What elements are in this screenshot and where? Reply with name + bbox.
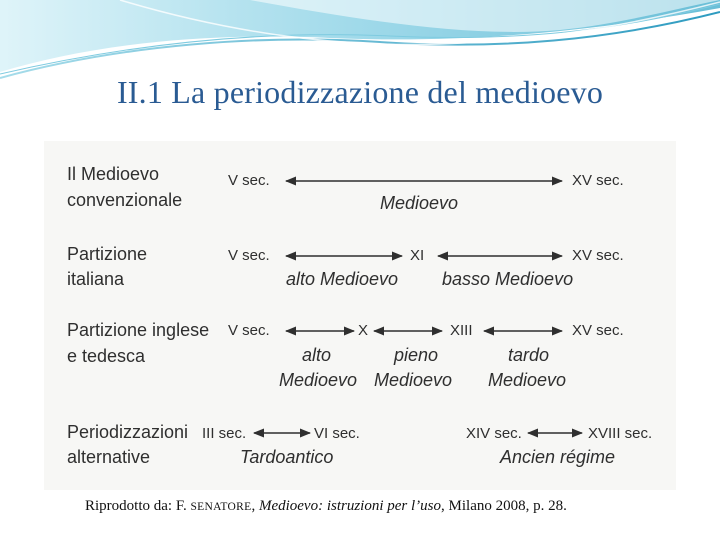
row4-mark-iii: III sec.: [202, 425, 247, 442]
slide-title: II.1 La periodizzazione del medioevo: [116, 74, 604, 110]
row2-span-basso: basso Medioevo: [442, 269, 574, 289]
row3-span-tardo-line2: Medioevo: [488, 370, 567, 390]
caption-prefix: Riprodotto da: F.: [85, 498, 191, 514]
caption-work: Medioevo: istruzioni per l’uso: [258, 498, 442, 514]
row2-mark-end: XV sec.: [572, 247, 624, 264]
row4-label-line1: Periodizzazioni: [67, 422, 189, 442]
periodization-figure: [44, 141, 676, 490]
row2-label-line2: italiana: [67, 269, 125, 289]
row3-span-tardo-line1: tardo: [508, 345, 550, 365]
row3-mark-end: XV sec.: [572, 322, 624, 339]
row3-span-alto-line2: Medioevo: [279, 370, 358, 390]
row4-mark-xiv: XIV sec.: [466, 425, 522, 442]
row3-span-alto-line1: alto: [302, 345, 332, 365]
row3-label-line2: e tedesca: [67, 346, 146, 366]
row1-mark-start: V sec.: [228, 172, 270, 189]
row1-label-line1: Il Medioevo: [67, 164, 160, 184]
figure-caption: [85, 498, 567, 515]
row4-mark-xviii: XVIII sec.: [588, 425, 653, 442]
row3-span-pieno-line2: Medioevo: [374, 370, 453, 390]
caption-rest: , Milano 2008, p. 28.: [441, 498, 567, 514]
row3-label-line1: Partizione inglese: [67, 320, 210, 340]
row2-label-line1: Partizione: [67, 244, 148, 264]
row3-mark-xiii: XIII: [450, 322, 473, 339]
row4-span-ancien-regime: Ancien régime: [500, 447, 616, 467]
row2-mark-mid: XI: [410, 247, 425, 264]
row1-span-medioevo: Medioevo: [380, 193, 459, 213]
caption-sep: ,: [251, 498, 259, 514]
row1-label-line2: convenzionale: [67, 190, 183, 210]
periodization-diagram: [44, 141, 676, 490]
row1-mark-end: XV sec.: [572, 172, 624, 189]
row2-span-alto: alto Medioevo: [286, 269, 399, 289]
row2-mark-start: V sec.: [228, 247, 270, 264]
row4-mark-vi: VI sec.: [314, 425, 360, 442]
row4-span-tardoantico: Tardoantico: [240, 447, 334, 467]
row3-mark-start: V sec.: [228, 322, 270, 339]
row4-label-line2: alternative: [67, 447, 151, 467]
row3-mark-x: X: [358, 322, 369, 339]
row3-span-pieno-line1: pieno: [394, 345, 439, 365]
caption-author: SENATORE: [190, 501, 252, 513]
